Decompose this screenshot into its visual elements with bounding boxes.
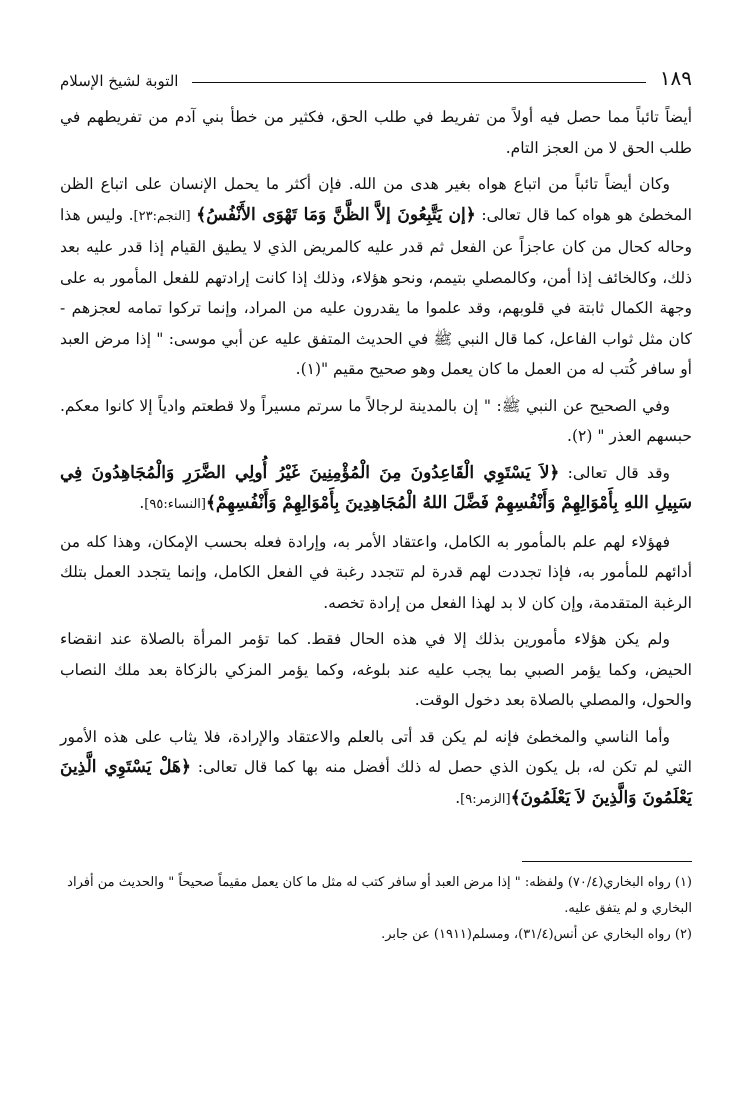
paragraph	[60, 527, 692, 619]
paragraph-text: .	[139, 494, 145, 512]
quran-verse: ﴿إن يَتَّبِعُونَ إلاَّ الظَّنَّ وَمَا تَهْوَى الأَنْفُسُ﴾	[196, 204, 476, 225]
paragraph-text: وقد قال تعالى:	[559, 463, 670, 482]
paragraph	[60, 102, 692, 163]
page-header	[60, 60, 692, 90]
paragraph-text: .	[455, 788, 461, 807]
footnote-rule	[522, 861, 692, 862]
footnote: (١) رواه البخاري(٧٠/٤) ولفظه: " إذا مرض العبد أو سافر كتب له مثل ما كان يعمل مقيماً صحيحاً " والحديث من أفراد البخاري و لم يتفق عليه.	[67, 875, 692, 916]
paragraph	[60, 458, 692, 521]
paragraph-text: وكان أيضاً تائباً من اتباع هواه بغير هدى من الله. فإن أكثر ما يحمل الإنسان على اتباع الظن المخطئ هو هواه كما قال تعالى:	[60, 175, 692, 224]
paragraph	[60, 391, 692, 452]
paragraph-text: وفي الصحيح عن النبي ﷺ: " إن بالمدينة لرجالاً ما سرتم مسيراً ولا قطعتم وادياً إلا كانوا معكم. حبسهم العذر " (٢).	[60, 396, 692, 445]
running-title: التوبة لشيخ الإسلام	[60, 72, 179, 90]
paragraph	[60, 169, 692, 385]
paragraph	[60, 722, 692, 816]
header-rule	[192, 82, 645, 83]
quran-verse: ﴿هَلْ يَسْتَوِي الَّذِينَ يَعْلَمُونَ وَالَّذِينَ لاَ يَعْلَمُونَ﴾	[60, 757, 692, 808]
body-text	[60, 102, 692, 815]
paragraph-text: وأما الناسي والمخطئ فإنه لم يكن قد أتى بالعلم والاعتقاد والإرادة، فلا يثاب على هذه الأمور التي لم تكن له، بل يكون الذي حصل له ذلك أفضل منه بها كما قال تعالى:	[60, 727, 692, 776]
page-number: ١٨٩	[659, 66, 692, 90]
verse-reference: [النجم:٢٣]	[133, 208, 191, 224]
footnotes	[60, 870, 692, 948]
paragraph-text: فهؤلاء لهم علم بالمأمور به الكامل، واعتقاد الأمر به، وإرادة فعله بحسب الإمكان، وهذا كله من أدائهم للمأمور به، فإذا تجددت لهم قدرة لم تتجدد رغبة في الفعل الكامل، وإنما يتجدد العمل بتلك الرغبة المتقدمة، وإن كان لا بد لهذا الفعل من إرادة تخصه.	[60, 532, 692, 612]
footnote: (٢) رواه البخاري عن أنس(٣١/٤)، ومسلم(١٩١١) عن جابر.	[381, 927, 692, 942]
verse-reference: [النساء:٩٥]	[144, 497, 206, 512]
paragraph	[60, 624, 692, 716]
quran-verse: ﴿لاَ يَسْتَوِي الْقَاعِدُونَ مِنَ الْمُؤْمِنِينَ غَيْرُ أُولِي الضَّرَرِ وَالْمُجَاهِدُونَ فِي سَبِيلِ اللهِ بِأَمْوَالِهِمْ وَأَنْفُسِهِمْ فَضَّلَ اللهُ الْمُجَاهِدِينَ بِأَمْوَالِهِمْ وَأَنْفُسِهِمْ﴾	[60, 462, 692, 513]
paragraph-text: . وليس هذا وحاله كحال من كان عاجزاً عن الفعل ثم قدر عليه كالمريض الذي لا يطيق القيام إذا قدر عليه بعد ذلك، وكالخائف إذا أمن، وكالمصلي بتيمم، ونحو هؤلاء، وذلك إذا كانت إرادتهم للفعل المأمور به على وجهة الكمال ثابتة في قلوبهم، وقد علموا ما يقدرون عليه من المراد، وإنما تركوا تمامه لعجزهم - كان مثل ثواب الفاعل، كما قال النبي ﷺ في الحديث المتفق عليه عن أبي موسى: " إذا مرض العبد أو سافر كُتب له من العمل ما كان يعمل وهو صحيح مقيم "(١).	[60, 205, 692, 378]
paragraph-text: أيضاً تائباً مما حصل فيه أولاً من تفريط في طلب الحق، فكثير من خطأ بني آدم من تفريطهم في طلب الحق لا من العجز التام.	[60, 108, 692, 157]
verse-reference: [الزمر:٩]	[460, 791, 511, 807]
paragraph-text: ولم يكن هؤلاء مأمورين بذلك إلا في هذه الحال فقط. كما تؤمر المرأة بالصلاة عند انقضاء الحيض، وكما يؤمر الصبي بما يجب عليه عند بلوغه، وكما يؤمر المزكي بالزكاة بعد ملك النصاب والحول، والمصلي بالصلاة بعد دخول الوقت.	[60, 630, 692, 709]
